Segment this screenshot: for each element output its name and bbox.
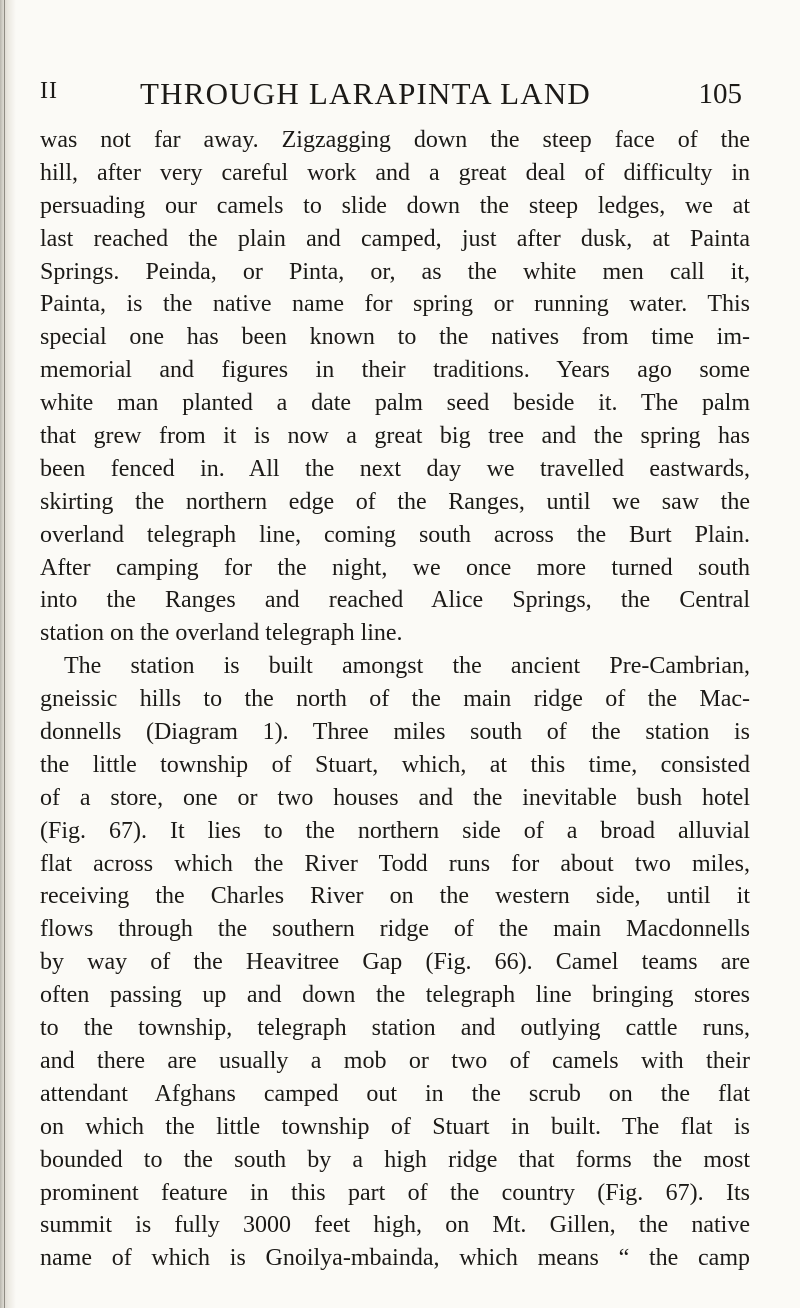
- text-line: gneissic hills to the north of the main ridge of the Mac-: [40, 686, 750, 713]
- text-line: by way of the Heavitree Gap (Fig. 66). Camel teams are: [40, 949, 750, 976]
- body-text: [40, 124, 750, 1275]
- text-line: overland telegraph line, coming south across the Burt Plain.: [40, 521, 750, 548]
- page-number: 105: [698, 78, 742, 110]
- text-line: receiving the Charles River on the western side, until it: [40, 883, 750, 910]
- text-line: flows through the southern ridge of the main Macdonnells: [40, 916, 750, 943]
- text-line: into the Ranges and reached Alice Springs, the Central: [40, 587, 750, 614]
- text-line: of a store, one or two houses and the inevitable bush hotel: [40, 784, 750, 811]
- text-line: often passing up and down the telegraph line bringing stores: [40, 982, 750, 1009]
- text-line: and there are usually a mob or two of camels with their: [40, 1047, 750, 1074]
- running-title: THROUGH LARAPINTA LAND: [140, 76, 592, 111]
- text-line: donnells (Diagram 1). Three miles south of the station is: [40, 719, 750, 746]
- text-line: Springs. Peinda, or Pinta, or, as the white men call it,: [40, 258, 750, 285]
- text-line-paragraph-end: station on the overland telegraph line.: [40, 620, 403, 647]
- chapter-number: II: [40, 78, 58, 104]
- text-line: After camping for the night, we once more turned south: [40, 554, 750, 581]
- text-line: that grew from it is now a great big tree and the spring has: [40, 423, 750, 450]
- text-line: white man planted a date palm seed beside it. The palm: [40, 390, 750, 417]
- text-line: (Fig. 67). It lies to the northern side of a broad alluvial: [40, 817, 750, 844]
- text-line: the little township of Stuart, which, at this time, consisted: [40, 751, 750, 778]
- text-line: summit is fully 3000 feet high, on Mt. Gillen, the native: [40, 1212, 750, 1239]
- running-head: [40, 76, 750, 116]
- text-line: been fenced in. All the next day we travelled eastwards,: [40, 455, 750, 482]
- text-line: skirting the northern edge of the Ranges, until we saw the: [40, 488, 750, 515]
- text-line: attendant Afghans camped out in the scrub on the flat: [40, 1080, 750, 1107]
- text-line: special one has been known to the natives from time im-: [40, 324, 750, 351]
- text-line: flat across which the River Todd runs for about two miles,: [40, 850, 750, 877]
- page-binding-edge: [0, 0, 16, 1308]
- text-line: Painta, is the native name for spring or running water. This: [40, 291, 750, 318]
- text-line: on which the little township of Stuart in built. The flat is: [40, 1113, 750, 1140]
- text-line: to the township, telegraph station and outlying cattle runs,: [40, 1015, 750, 1042]
- text-line-paragraph-start: The station is built amongst the ancient Pre-Cambrian,: [64, 653, 750, 680]
- text-line: prominent feature in this part of the country (Fig. 67). Its: [40, 1179, 750, 1206]
- text-line: hill, after very careful work and a great deal of difficulty in: [40, 159, 750, 186]
- text-line: persuading our camels to slide down the steep ledges, we at: [40, 192, 750, 219]
- text-line: bounded to the south by a high ridge that forms the most: [40, 1146, 750, 1173]
- text-line: memorial and figures in their traditions. Years ago some: [40, 357, 750, 384]
- text-line: name of which is Gnoilya-mbainda, which means “ the camp: [40, 1245, 750, 1272]
- binding-shadow-line: [4, 0, 5, 1308]
- text-line: last reached the plain and camped, just after dusk, at Painta: [40, 225, 750, 252]
- text-line: was not far away. Zigzagging down the steep face of the: [40, 127, 750, 153]
